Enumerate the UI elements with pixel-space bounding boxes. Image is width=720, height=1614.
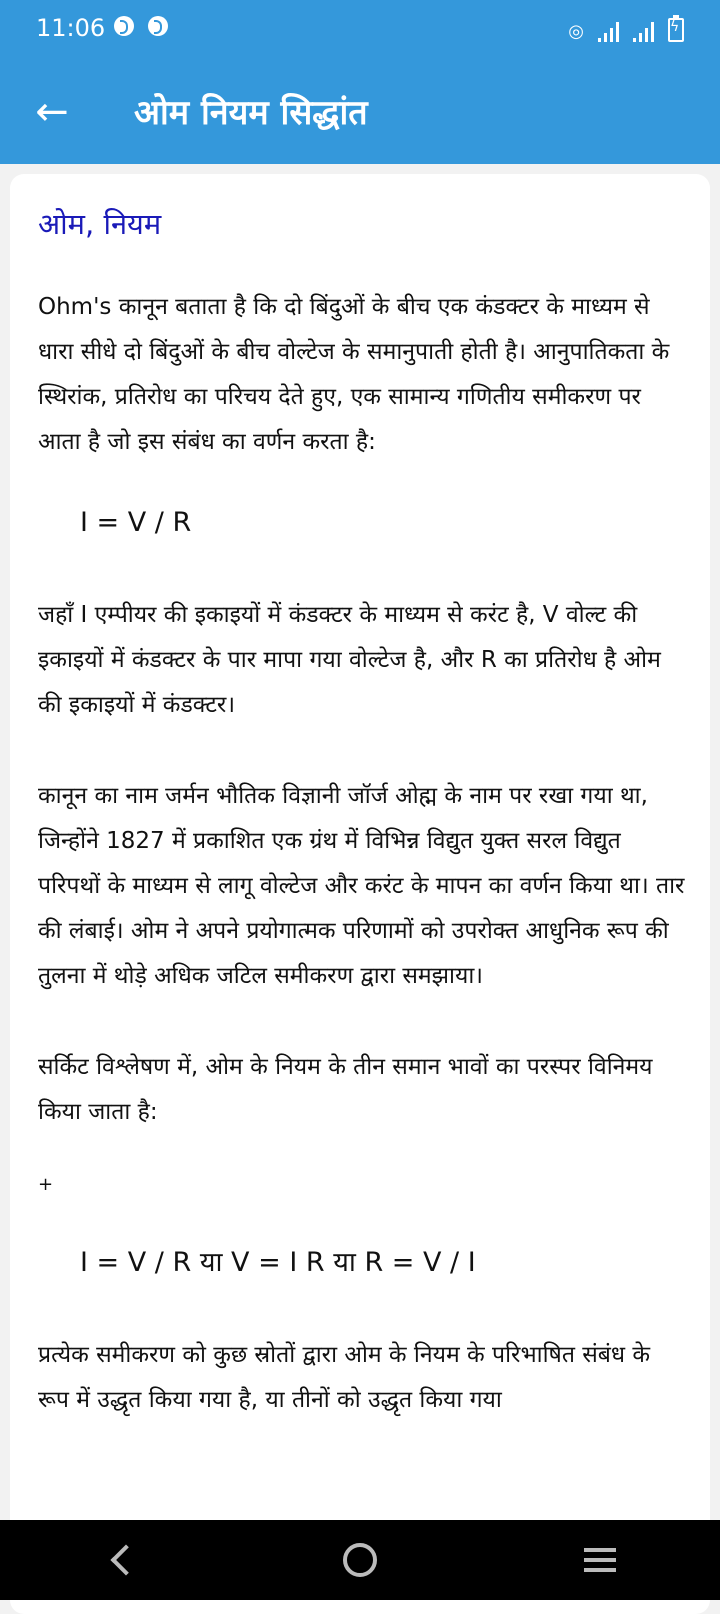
app-bar — [0, 60, 720, 164]
article-card[interactable] — [10, 174, 710, 1614]
paragraph-history: कानून का नाम जर्मन भौतिक विज्ञानी जॉर्ज ओह्म के नाम पर रखा गया था, जिन्होंने 1827 में प्रकाशित एक ग्रंथ में विभिन्न विद्युत युक्त सरल विद्युत परिपथों के माध्यम से लागू वोल्टेज और करंट के मापन का वर्णन किया था। तार की लंबाई। ओम ने अपने प्रयोगात्मक परिणामों को उपरोक्त आधुनिक रूप की तुलना में थोड़े अधिक जटिल समीकरण द्वारा समझाया। — [38, 783, 685, 989]
hotspot-icon: ◎ — [568, 21, 584, 42]
nav-home-button[interactable] — [320, 1530, 400, 1590]
article-content — [38, 204, 688, 1469]
status-time: 11:06 — [36, 14, 106, 42]
nav-recents-button[interactable] — [560, 1530, 640, 1590]
arrow-left-icon: ← — [35, 89, 69, 135]
formula-basic: I = V / R — [80, 507, 192, 538]
paragraph-circuit-analysis: सर्किट विश्लेषण में, ओम के नियम के तीन समान भावों का परस्पर विनिमय किया जाता है: — [38, 1054, 653, 1125]
paragraph-intro: Ohm's कानून बताता है कि दो बिंदुओं के बीच एक कंडक्टर के माध्यम से धारा सीधे दो बिंदुओं के बीच वोल्टेज के समानुपाती होती है। आनुपातिकता के स्थिरांक, प्रतिरोध का परिचय देते हुए, एक सामान्य गणितीय समीकरण पर आता है जो इस संबंध का वर्णन करता है: — [38, 294, 670, 455]
nav-back-button[interactable] — [80, 1530, 160, 1590]
nav-recents-icon — [584, 1548, 616, 1572]
signal-icon — [598, 22, 619, 42]
back-button[interactable] — [28, 88, 76, 136]
paragraph-sources: प्रत्येक समीकरण को कुछ स्रोतों द्वारा ओम के नियम के परिभाषित संबंध के रूप में उद्धृत किया गया है, या तीनों को उद्धृत किया गया — [38, 1342, 651, 1413]
article-heading: ओम, नियम — [38, 207, 162, 241]
notification-icon — [114, 16, 134, 36]
navigation-bar — [0, 1520, 720, 1600]
signal-icon — [633, 22, 654, 42]
formula-variants: I = V / R या V = I R या R = V / I — [80, 1247, 476, 1278]
paragraph-definitions: जहाँ I एम्पीयर की इकाइयों में कंडक्टर के माध्यम से करंट है, V वोल्ट की इकाइयों में कंडक्टर के पार मापा गया वोल्टेज है, और R का प्रतिरोध है ओम की इकाइयों में कंडक्टर। — [38, 602, 661, 718]
plus-marker: + — [38, 1174, 54, 1195]
battery-charging-icon — [668, 18, 684, 42]
status-icons — [568, 14, 684, 42]
nav-back-icon — [110, 1544, 141, 1575]
nav-home-icon — [343, 1543, 377, 1577]
status-bar — [0, 0, 720, 60]
notification-icon — [148, 16, 168, 36]
page-title: ओम नियम सिद्धांत — [134, 93, 368, 133]
